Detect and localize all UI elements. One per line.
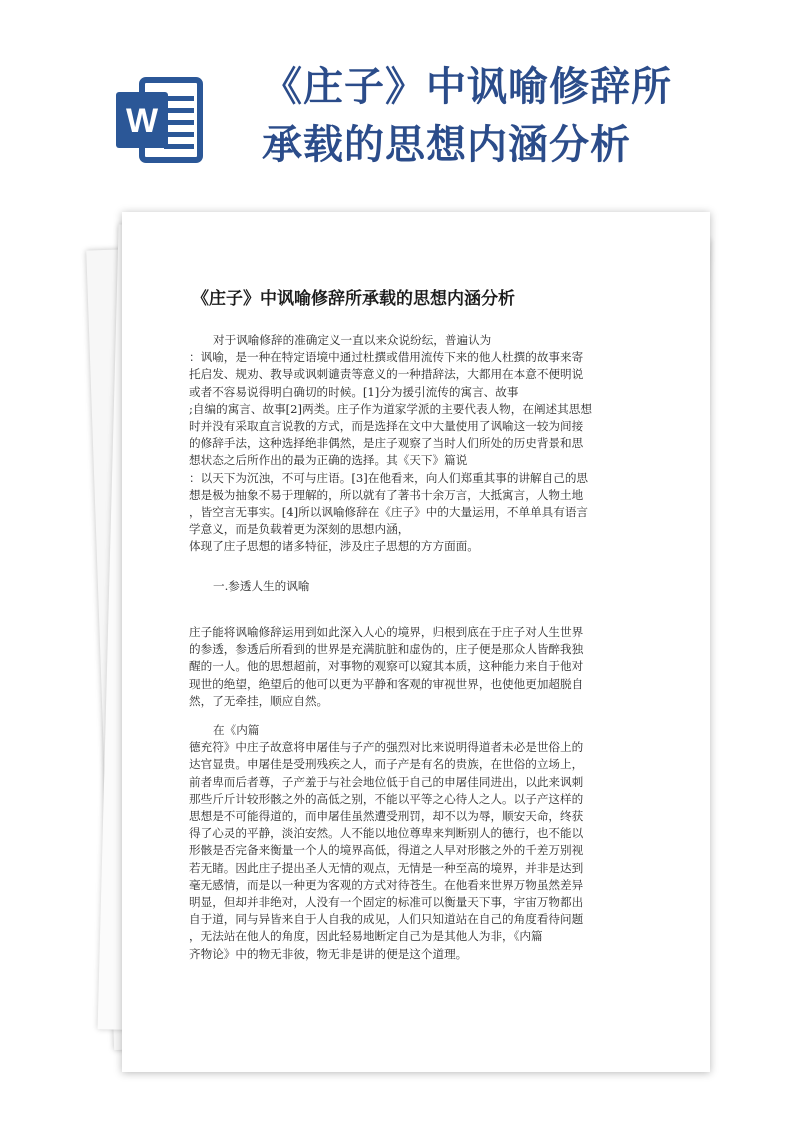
- text-line: 明显，但却并非绝对，人没有一个固定的标准可以衡量天下事，宇宙万物都出: [189, 895, 584, 910]
- document-title: 《庄子》中讽喻修辞所承载的思想内涵分析: [192, 289, 515, 309]
- section-heading-1: [189, 578, 644, 595]
- svg-text:W: W: [125, 102, 159, 140]
- text-line: 若无睹。因此庄子提出圣人无情的观点，无情是一种至高的境界，并非是达到: [189, 860, 584, 875]
- text-line: 时并没有采取直言说教的方式，而是选择在文中大量使用了讽喻这一较为间接: [189, 419, 584, 434]
- banner: [0, 0, 800, 215]
- text-line: ：讽喻，是一种在特定语境中通过杜撰或借用流传下来的他人杜撰的故事来寄: [189, 350, 584, 365]
- text-line: 前者卑而后者尊，子产羞于与社会地位低于自己的申屠佳同进出，以此来讽刺: [189, 774, 584, 789]
- text-line: 庄子能将讽喻修辞运用到如此深入人心的境界，归根到底在于庄子对人生世界: [189, 625, 584, 639]
- headline: [262, 58, 782, 174]
- text-line: 在《内篇: [213, 723, 260, 737]
- text-line: 达官显贵。申屠佳是受刑残疾之人，而子产是有名的贵族，在世俗的立场上，: [189, 757, 584, 772]
- text-line: 想是极为抽象不易于理解的，所以就有了著书十余万言，大抵寓言，人物土地: [189, 487, 584, 502]
- headline-line-1: 《庄子》中讽喻修辞所: [262, 63, 672, 110]
- text-line: 对于讽喻修辞的准确定义一直以来众说纷纭，普遍认为: [213, 333, 492, 347]
- paragraph-3: [189, 722, 644, 963]
- text-line: 然，了无牵挂，顺应自然。: [189, 693, 329, 708]
- text-line: 得了心灵的平静，淡泊安然。人不能以地位尊卑来判断别人的德行，也不能以: [189, 826, 584, 841]
- text-line: 德充符》中庄子故意将申屠佳与子产的强烈对比来说明得道者未必是世俗上的: [189, 740, 584, 755]
- word-doc-icon: [112, 72, 208, 168]
- intro-paragraph: [189, 332, 644, 556]
- text-line: ：以天下为沉浊，不可与庄语。[3]在他看来，向人们郑重其事的讲解自己的思: [189, 470, 589, 485]
- text-line: 形骸是否完备来衡量一个人的境界高低，得道之人早对形骸之外的千差万别视: [189, 843, 584, 858]
- section-heading: 一.参透人生的讽喻: [213, 579, 310, 593]
- text-line: 体现了庄子思想的诸多特征，涉及庄子思想的方方面面。: [189, 539, 479, 554]
- text-line: 毫无感情，而是以一种更为客观的方式对待苍生。在他看来世界万物虽然差异: [189, 877, 584, 892]
- text-line: ，皆空言无事实。[4]所以讽喻修辞在《庄子》中的大量运用，不单单具有语言: [189, 505, 589, 520]
- text-line: 自于道，同与异皆来自于人自我的成见，人们只知道站在自己的角度看待问题: [189, 912, 584, 927]
- text-line: ;自编的寓言、故事[2]两类。庄子作为道家学派的主要代表人物，在阐述其思想: [189, 401, 592, 416]
- text-line: 的修辞手法，这种选择绝非偶然，是庄子观察了当时人们所处的历史背景和思: [189, 436, 584, 451]
- paragraph-2: [189, 624, 644, 710]
- text-line: 那些斤斤计较形骸之外的高低之别，不能以平等之心待人之人。以子产这样的: [189, 791, 584, 806]
- document-page: [122, 212, 710, 1072]
- text-line: 的参透，参透后所看到的世界是充满肮脏和虚伪的，庄子便是那众人皆醉我独: [189, 642, 584, 657]
- text-line: 或者不容易说得明白确切的时候。[1]分为援引流传的寓言、故事: [189, 384, 519, 399]
- text-line: 学意义，而是负载着更为深刻的思想内涵，: [189, 522, 410, 537]
- text-line: 醒的一人。他的思想超前，对事物的观察可以窥其本质，这种能力来自于他对: [189, 659, 584, 674]
- text-line: 现世的绝望，绝望后的他可以更为平静和客观的审视世界，也使他更加超脱自: [189, 676, 584, 691]
- text-line: ，无法站在他人的角度，因此轻易地断定自己为是其他人为非，《内篇: [189, 929, 543, 944]
- text-line: 齐物论》中的物无非彼，物无非是讲的便是这个道理。: [189, 946, 468, 961]
- text-line: 想状态之后所作出的最为正确的选择。其《天下》篇说: [189, 453, 468, 468]
- headline-line-2: 承载的思想内涵分析: [262, 121, 631, 168]
- text-line: 思想是不可能得道的，而申屠佳虽然遭受刑罚，却不以为辱，顺安天命，终获: [189, 809, 584, 824]
- text-line: 托启发、规劝、教导或讽刺谴责等意义的一种措辞法，大都用在本意不便明说: [189, 367, 584, 382]
